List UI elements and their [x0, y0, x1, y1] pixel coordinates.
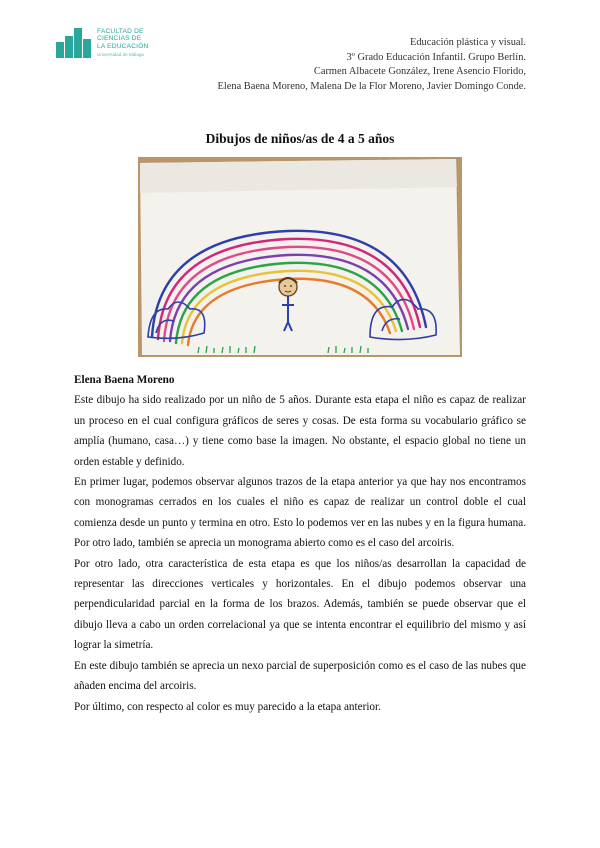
logo-line-3: LA EDUCACIÓN — [97, 42, 149, 50]
faculty-logo — [56, 28, 149, 59]
paragraph-4: En este dibujo también se aprecia un nexo parcial de superposición como es el caso de las nubes que añaden encima del arcoiris. — [74, 659, 526, 693]
header-authors-1: Carmen Albacete González, Irene Asencio Florido, — [313, 66, 526, 78]
faculty-logo-icon — [56, 28, 92, 58]
logo-line-2: CIENCIAS DE — [97, 35, 142, 43]
header-group: 3º Grado Educación Infantil. Grupo Berlín. — [346, 51, 526, 63]
paragraph-3: Por otro lado, otra característica de esta etapa es que los niños/as desarrollan la capacidad de representar las direcciones verticales y horizontales. En el dibujo podemos observar una perpendicularidad parcial en la forma de los brazos. Además, también se puede observar que el dibujo lleva a cabo un orden correlacional ya que se intenta encontrar el equilibrio del mismo y así lograr la simetría. — [74, 557, 526, 652]
paragraph-1: Este dibujo ha sido realizado por un niño de 5 años. Durante esta etapa el niño es capaz de realizar un proceso en el cual configura gráficos de seres y cosas. De esta forma su vocabulario gráfico se amplía (humano, casa…) y tiene como base la imagen. No obstante, el espacio global no tiene un orden estable y definido. — [74, 394, 526, 468]
paragraph-5: Por último, con respecto al color es muy parecido a la etapa anterior. — [74, 700, 381, 713]
header-authors-2: Elena Baena Moreno, Malena De la Flor Moreno, Javier Domingo Conde. — [217, 80, 526, 92]
logo-line-1: FACULTAD DE — [97, 28, 144, 35]
logo-subtitle: Universidad de Málaga — [97, 52, 144, 58]
section-author: Elena Baena Moreno — [74, 374, 175, 386]
document-body — [74, 370, 526, 717]
document-header — [218, 36, 526, 94]
header-course: Educación plástica y visual. — [410, 37, 526, 48]
child-drawing-image — [138, 157, 462, 357]
paragraph-2: En primer lugar, podemos observar algunos trazos de la etapa anterior ya que hay nos encontramos con monogramas cerrados en los cuales el niño es capaz de realizar un control doble el cual comienza desde un punto y termina en otro. Esto lo podemos ver en las nubes y en la figura humana. Por otro lado, también se aprecia un monograma abierto como es el caso del arcoiris. — [74, 476, 526, 550]
page-title: Dibujos de niños/as de 4 a 5 años — [205, 131, 395, 146]
